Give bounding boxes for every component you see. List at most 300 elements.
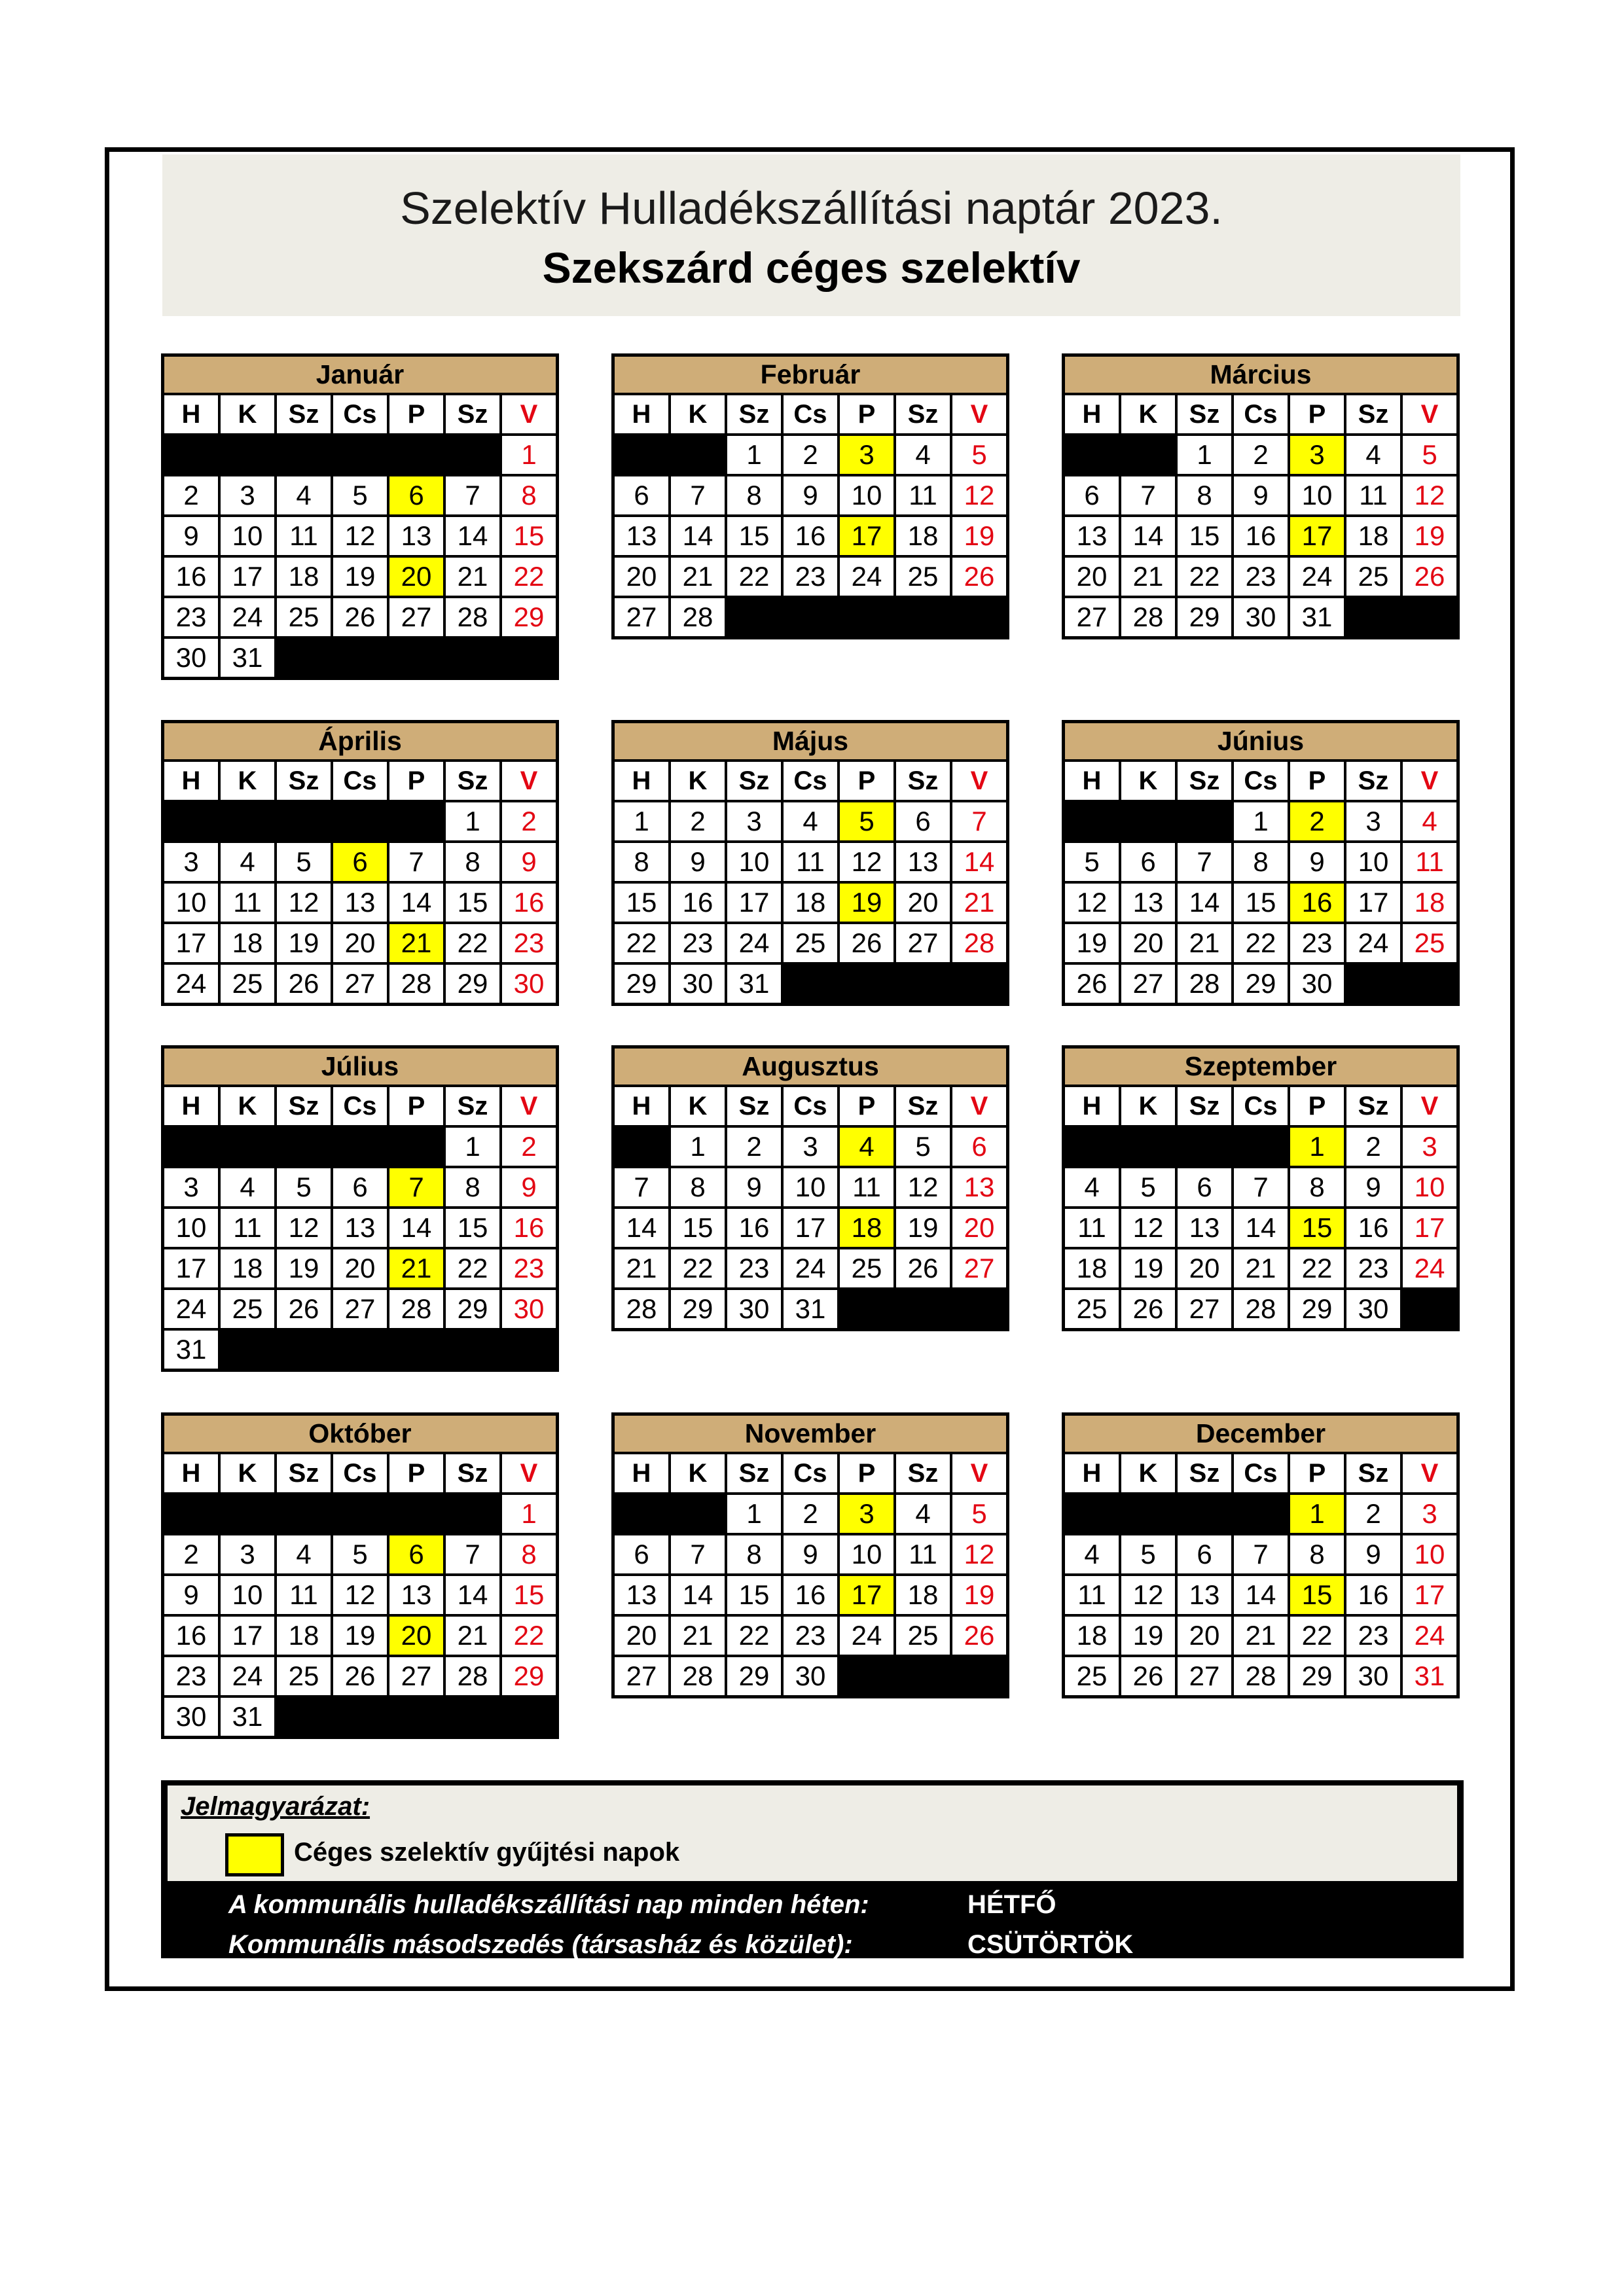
day-cell: 3	[1346, 802, 1400, 840]
day-cell: 18	[784, 884, 837, 922]
day-cell: 30	[671, 965, 725, 1003]
day-cell: 4	[896, 1495, 950, 1533]
weekday-header: H	[1065, 762, 1119, 800]
empty-cell	[784, 598, 837, 636]
empty-cell	[277, 1331, 331, 1369]
weekday-header: V	[502, 1454, 556, 1492]
day-cell: 6	[1178, 1535, 1231, 1573]
collection-day-cell: 15	[1290, 1576, 1344, 1614]
day-cell: 14	[615, 1209, 668, 1247]
weekday-header: Sz	[446, 762, 499, 800]
empty-cell	[1403, 598, 1456, 636]
day-cell: 9	[727, 1168, 781, 1206]
day-cell: 9	[1346, 1168, 1400, 1206]
empty-cell	[840, 1657, 893, 1695]
day-cell: 25	[784, 924, 837, 962]
day-cell: 6	[1121, 843, 1175, 881]
day-cell: 1	[671, 1128, 725, 1166]
day-cell: 24	[221, 598, 274, 636]
weekday-header: Sz	[1346, 395, 1400, 433]
day-cell: 25	[277, 598, 331, 636]
day-cell: 5	[896, 1128, 950, 1166]
day-cell: 26	[1121, 1290, 1175, 1328]
weekday-header: Cs	[333, 1454, 387, 1492]
day-cell: 19	[1121, 1617, 1175, 1655]
weekday-header: V	[1403, 762, 1456, 800]
weekday-header: P	[840, 1087, 893, 1125]
weekday-header: Sz	[896, 762, 950, 800]
day-cell: 14	[1121, 517, 1175, 555]
day-cell: 3	[727, 802, 781, 840]
day-cell: 23	[1290, 924, 1344, 962]
day-cell: 21	[446, 1617, 499, 1655]
day-cell: 29	[671, 1290, 725, 1328]
weekday-header: Sz	[727, 762, 781, 800]
day-cell: 2	[727, 1128, 781, 1166]
day-cell: 4	[896, 436, 950, 474]
day-cell: 30	[164, 1698, 218, 1736]
day-cell: 26	[277, 1290, 331, 1328]
collection-day-cell: 17	[840, 1576, 893, 1614]
weekday-header: K	[1121, 762, 1175, 800]
day-cell: 19	[333, 1617, 387, 1655]
empty-cell	[221, 802, 274, 840]
day-cell: 31	[784, 1290, 837, 1328]
month-calendar	[161, 353, 559, 680]
day-cell: 1	[1178, 436, 1231, 474]
day-cell: 6	[1178, 1168, 1231, 1206]
day-cell: 15	[671, 1209, 725, 1247]
day-cell: 30	[1234, 598, 1288, 636]
weekday-header: H	[1065, 395, 1119, 433]
empty-cell	[1121, 1128, 1175, 1166]
day-cell: 14	[1234, 1576, 1288, 1614]
day-cell: 19	[277, 924, 331, 962]
day-cell: 23	[1234, 558, 1288, 596]
empty-cell	[1121, 436, 1175, 474]
month-name: Szeptember	[1065, 1049, 1456, 1085]
day-cell: 27	[333, 1290, 387, 1328]
day-cell: 5	[277, 1168, 331, 1206]
empty-cell	[896, 1290, 950, 1328]
day-cell: 18	[1065, 1617, 1119, 1655]
day-cell: 24	[1290, 558, 1344, 596]
month-name: Február	[615, 357, 1006, 393]
day-cell: 18	[221, 924, 274, 962]
day-cell: 29	[446, 965, 499, 1003]
day-cell: 8	[1290, 1168, 1344, 1206]
weekday-header: V	[1403, 395, 1456, 433]
empty-cell	[1403, 1290, 1456, 1328]
collection-day-cell: 17	[840, 517, 893, 555]
empty-cell	[446, 639, 499, 677]
day-cell: 15	[1234, 884, 1288, 922]
empty-cell	[164, 802, 218, 840]
day-cell: 5	[1065, 843, 1119, 881]
month-name: Június	[1065, 723, 1456, 759]
day-cell: 18	[1346, 517, 1400, 555]
weekday-header: Cs	[333, 762, 387, 800]
month-name: Március	[1065, 357, 1456, 393]
empty-cell	[952, 598, 1006, 636]
weekday-header: K	[671, 1087, 725, 1125]
day-cell: 11	[221, 884, 274, 922]
weekday-header: P	[1290, 1087, 1344, 1125]
legend-row-value: HÉTFŐ	[967, 1890, 1056, 1919]
day-cell: 3	[221, 476, 274, 514]
day-cell: 2	[1346, 1128, 1400, 1166]
empty-cell	[446, 1698, 499, 1736]
day-cell: 19	[952, 1576, 1006, 1614]
month-calendar	[161, 1045, 559, 1372]
collection-day-cell: 1	[1290, 1495, 1344, 1533]
month-name: Május	[615, 723, 1006, 759]
calendar-subtitle: Szekszárd céges szelektív	[542, 243, 1081, 292]
day-cell: 18	[896, 1576, 950, 1614]
day-cell: 13	[1065, 517, 1119, 555]
day-cell: 10	[1403, 1535, 1456, 1573]
day-cell: 30	[1290, 965, 1344, 1003]
weekday-header: Sz	[896, 395, 950, 433]
weekday-header: V	[1403, 1087, 1456, 1125]
day-cell: 10	[784, 1168, 837, 1206]
day-cell: 18	[277, 558, 331, 596]
day-cell: 22	[727, 1617, 781, 1655]
day-cell: 30	[727, 1290, 781, 1328]
day-cell: 13	[896, 843, 950, 881]
weekday-header: V	[952, 1087, 1006, 1125]
day-cell: 21	[671, 1617, 725, 1655]
empty-cell	[952, 1290, 1006, 1328]
legend-row-label: A kommunális hulladékszállítási nap minden héten:	[228, 1890, 869, 1919]
day-cell: 23	[727, 1249, 781, 1287]
day-cell: 12	[333, 517, 387, 555]
day-cell: 23	[164, 598, 218, 636]
day-cell: 8	[1178, 476, 1231, 514]
empty-cell	[952, 965, 1006, 1003]
day-cell: 11	[896, 1535, 950, 1573]
empty-cell	[446, 1331, 499, 1369]
weekday-header: K	[221, 395, 274, 433]
day-cell: 17	[164, 1249, 218, 1287]
day-cell: 16	[1234, 517, 1288, 555]
legend-row-label: Kommunális másodszedés (társasház és közület):	[228, 1930, 853, 1959]
day-cell: 12	[277, 1209, 331, 1247]
day-cell: 26	[840, 924, 893, 962]
day-cell: 4	[221, 843, 274, 881]
day-cell: 5	[952, 436, 1006, 474]
day-cell: 19	[952, 517, 1006, 555]
day-cell: 30	[784, 1657, 837, 1695]
weekday-header: Sz	[446, 1454, 499, 1492]
weekday-header: P	[1290, 762, 1344, 800]
weekday-header: Sz	[1178, 1454, 1231, 1492]
day-cell: 9	[784, 476, 837, 514]
month-name: December	[1065, 1416, 1456, 1452]
weekday-header: V	[1403, 1454, 1456, 1492]
day-cell: 10	[221, 517, 274, 555]
day-cell: 15	[502, 517, 556, 555]
day-cell: 20	[333, 1249, 387, 1287]
day-cell: 9	[502, 843, 556, 881]
month-name: Április	[164, 723, 556, 759]
day-cell: 15	[446, 1209, 499, 1247]
day-cell: 20	[1178, 1249, 1231, 1287]
day-cell: 6	[615, 476, 668, 514]
day-cell: 24	[221, 1657, 274, 1695]
day-cell: 16	[502, 884, 556, 922]
day-cell: 11	[1346, 476, 1400, 514]
day-cell: 13	[333, 884, 387, 922]
day-cell: 30	[1346, 1290, 1400, 1328]
day-cell: 17	[221, 558, 274, 596]
day-cell: 2	[1346, 1495, 1400, 1533]
calendar-title: Szelektív Hulladékszállítási naptár 2023.	[400, 183, 1223, 234]
collection-day-cell: 2	[1290, 802, 1344, 840]
day-cell: 22	[1178, 558, 1231, 596]
day-cell: 15	[1178, 517, 1231, 555]
empty-cell	[389, 1331, 443, 1369]
weekday-header: Sz	[1346, 1454, 1400, 1492]
empty-cell	[1121, 802, 1175, 840]
day-cell: 14	[1178, 884, 1231, 922]
day-cell: 12	[1121, 1209, 1175, 1247]
day-cell: 2	[164, 476, 218, 514]
weekday-header: K	[1121, 1087, 1175, 1125]
weekday-header: K	[221, 1454, 274, 1492]
weekday-header: Cs	[784, 395, 837, 433]
empty-cell	[1065, 1495, 1119, 1533]
day-cell: 11	[277, 517, 331, 555]
calendar-header	[162, 154, 1460, 316]
month-grid	[615, 1087, 1006, 1328]
empty-cell	[333, 436, 387, 474]
empty-cell	[333, 1495, 387, 1533]
collection-day-cell: 6	[389, 1535, 443, 1573]
day-cell: 20	[1178, 1617, 1231, 1655]
day-cell: 28	[1234, 1290, 1288, 1328]
day-cell: 14	[671, 1576, 725, 1614]
day-cell: 1	[502, 1495, 556, 1533]
day-cell: 16	[671, 884, 725, 922]
day-cell: 12	[896, 1168, 950, 1206]
day-cell: 13	[389, 1576, 443, 1614]
collection-day-cell: 7	[389, 1168, 443, 1206]
day-cell: 9	[1234, 476, 1288, 514]
day-cell: 27	[952, 1249, 1006, 1287]
day-cell: 2	[502, 802, 556, 840]
day-cell: 10	[164, 884, 218, 922]
day-cell: 12	[1065, 884, 1119, 922]
day-cell: 5	[1403, 436, 1456, 474]
day-cell: 21	[1121, 558, 1175, 596]
empty-cell	[1121, 1495, 1175, 1533]
day-cell: 12	[952, 1535, 1006, 1573]
collection-day-cell: 15	[1290, 1209, 1344, 1247]
day-cell: 13	[333, 1209, 387, 1247]
day-cell: 5	[333, 476, 387, 514]
day-cell: 14	[446, 517, 499, 555]
empty-cell	[389, 1698, 443, 1736]
empty-cell	[389, 802, 443, 840]
empty-cell	[333, 1128, 387, 1166]
weekday-header: Sz	[727, 1454, 781, 1492]
day-cell: 7	[446, 476, 499, 514]
day-cell: 6	[952, 1128, 1006, 1166]
empty-cell	[333, 1698, 387, 1736]
day-cell: 5	[277, 843, 331, 881]
day-cell: 7	[615, 1168, 668, 1206]
day-cell: 10	[164, 1209, 218, 1247]
day-cell: 26	[896, 1249, 950, 1287]
day-cell: 9	[671, 843, 725, 881]
day-cell: 22	[502, 558, 556, 596]
day-cell: 4	[1065, 1535, 1119, 1573]
day-cell: 19	[277, 1249, 331, 1287]
month-calendar	[1062, 1045, 1460, 1331]
month-name: Augusztus	[615, 1049, 1006, 1085]
weekday-header: H	[164, 395, 218, 433]
day-cell: 13	[1121, 884, 1175, 922]
day-cell: 2	[502, 1128, 556, 1166]
day-cell: 14	[671, 517, 725, 555]
day-cell: 11	[840, 1168, 893, 1206]
day-cell: 23	[671, 924, 725, 962]
collection-day-cell: 21	[389, 924, 443, 962]
day-cell: 8	[446, 843, 499, 881]
legend-key	[168, 1785, 1457, 1881]
day-cell: 24	[1346, 924, 1400, 962]
day-cell: 16	[164, 558, 218, 596]
day-cell: 28	[446, 598, 499, 636]
day-cell: 26	[952, 1617, 1006, 1655]
day-cell: 13	[1178, 1576, 1231, 1614]
day-cell: 9	[164, 1576, 218, 1614]
day-cell: 8	[727, 1535, 781, 1573]
day-cell: 13	[389, 517, 443, 555]
day-cell: 5	[1121, 1168, 1175, 1206]
day-cell: 26	[1065, 965, 1119, 1003]
weekday-header: K	[671, 762, 725, 800]
day-cell: 30	[1346, 1657, 1400, 1695]
empty-cell	[671, 1495, 725, 1533]
empty-cell	[615, 1128, 668, 1166]
weekday-header: Cs	[1234, 762, 1288, 800]
day-cell: 4	[277, 476, 331, 514]
day-cell: 14	[952, 843, 1006, 881]
day-cell: 29	[1178, 598, 1231, 636]
weekday-header: H	[164, 1454, 218, 1492]
legend-title: Jelmagyarázat:	[181, 1792, 370, 1821]
weekday-header: P	[840, 1454, 893, 1492]
day-cell: 1	[502, 436, 556, 474]
day-cell: 21	[1178, 924, 1231, 962]
day-cell: 27	[389, 1657, 443, 1695]
day-cell: 7	[1121, 476, 1175, 514]
day-cell: 12	[840, 843, 893, 881]
weekday-header: Sz	[727, 1087, 781, 1125]
empty-cell	[784, 965, 837, 1003]
day-cell: 19	[1403, 517, 1456, 555]
day-cell: 12	[1403, 476, 1456, 514]
weekday-header: K	[671, 395, 725, 433]
day-cell: 11	[221, 1209, 274, 1247]
empty-cell	[1346, 965, 1400, 1003]
weekday-header: Sz	[446, 1087, 499, 1125]
day-cell: 7	[952, 802, 1006, 840]
collection-day-cell: 3	[840, 436, 893, 474]
weekday-header: Cs	[1234, 1087, 1288, 1125]
day-cell: 9	[1346, 1535, 1400, 1573]
legend-swatch	[225, 1833, 284, 1876]
day-cell: 11	[277, 1576, 331, 1614]
collection-day-cell: 19	[840, 884, 893, 922]
day-cell: 24	[784, 1249, 837, 1287]
day-cell: 4	[1403, 802, 1456, 840]
weekday-header: P	[389, 395, 443, 433]
day-cell: 21	[1234, 1249, 1288, 1287]
day-cell: 27	[1178, 1657, 1231, 1695]
day-cell: 8	[1234, 843, 1288, 881]
weekday-header: P	[1290, 395, 1344, 433]
day-cell: 28	[389, 1290, 443, 1328]
day-cell: 24	[840, 1617, 893, 1655]
weekday-header: Cs	[1234, 1454, 1288, 1492]
month-calendar	[1062, 1412, 1460, 1698]
weekday-header: H	[615, 1454, 668, 1492]
collection-day-cell: 4	[840, 1128, 893, 1166]
empty-cell	[1065, 1128, 1119, 1166]
day-cell: 1	[727, 1495, 781, 1533]
empty-cell	[896, 965, 950, 1003]
day-cell: 29	[502, 598, 556, 636]
day-cell: 16	[784, 1576, 837, 1614]
month-calendar	[1062, 353, 1460, 639]
day-cell: 21	[615, 1249, 668, 1287]
day-cell: 8	[502, 476, 556, 514]
day-cell: 1	[1234, 802, 1288, 840]
collection-day-cell: 16	[1290, 884, 1344, 922]
day-cell: 21	[671, 558, 725, 596]
weekday-header: H	[1065, 1087, 1119, 1125]
day-cell: 28	[389, 965, 443, 1003]
day-cell: 22	[1290, 1249, 1344, 1287]
empty-cell	[389, 1495, 443, 1533]
empty-cell	[840, 598, 893, 636]
day-cell: 20	[1065, 558, 1119, 596]
day-cell: 20	[333, 924, 387, 962]
weekday-header: Sz	[1346, 1087, 1400, 1125]
weekday-header: K	[671, 1454, 725, 1492]
day-cell: 24	[840, 558, 893, 596]
weekday-header: P	[840, 395, 893, 433]
empty-cell	[277, 1128, 331, 1166]
day-cell: 6	[896, 802, 950, 840]
day-cell: 1	[727, 436, 781, 474]
weekday-header: H	[164, 762, 218, 800]
day-cell: 13	[952, 1168, 1006, 1206]
month-grid	[1065, 762, 1456, 1003]
weekday-header: V	[502, 1087, 556, 1125]
day-cell: 27	[1178, 1290, 1231, 1328]
month-grid	[615, 762, 1006, 1003]
day-cell: 20	[615, 558, 668, 596]
day-cell: 17	[1346, 884, 1400, 922]
month-grid	[164, 395, 556, 677]
month-name: Október	[164, 1416, 556, 1452]
weekday-header: P	[389, 1454, 443, 1492]
empty-cell	[727, 598, 781, 636]
